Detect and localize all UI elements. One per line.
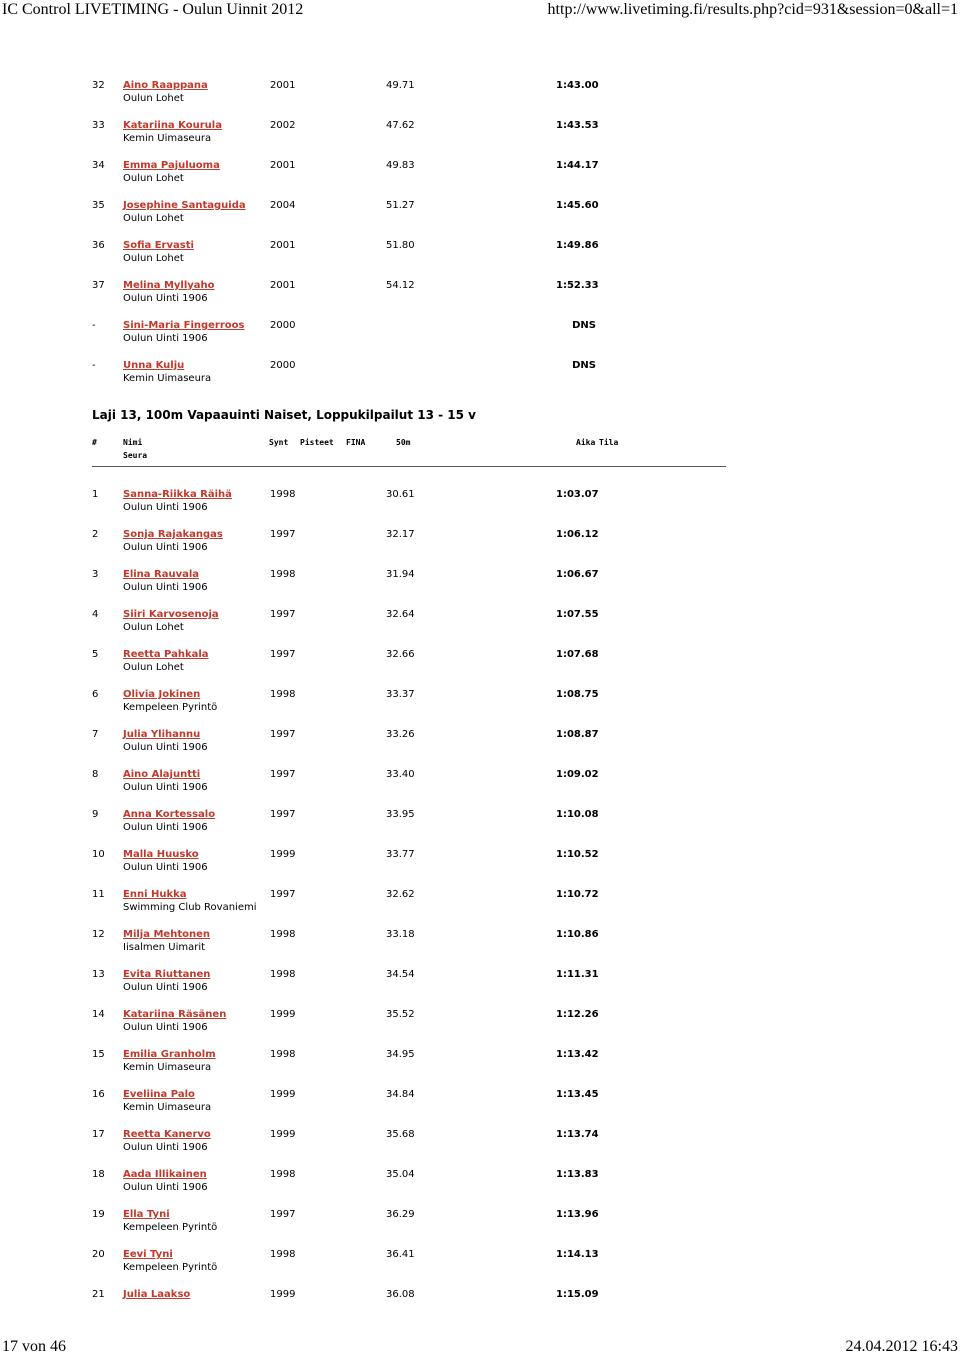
result-row xyxy=(0,768,960,798)
result-rank: 7 xyxy=(92,729,99,740)
col-split: 50m xyxy=(396,438,411,447)
birth-year: 1998 xyxy=(270,929,296,940)
club-name: Kempeleen Pyrintö xyxy=(123,1222,218,1233)
club-name: Kemin Uimaseura xyxy=(123,373,212,384)
col-status: Tila xyxy=(599,438,619,447)
result-row xyxy=(0,1248,960,1278)
result-rank: 18 xyxy=(92,1169,105,1180)
final-time: 1:15.09 xyxy=(556,1289,599,1300)
result-row xyxy=(0,1088,960,1118)
split-50m: 36.41 xyxy=(386,1249,415,1260)
col-name: Nimi xyxy=(123,438,143,447)
birth-year: 1998 xyxy=(270,689,296,700)
result-rank: 8 xyxy=(92,769,99,780)
result-row xyxy=(0,608,960,638)
swimmer-name-link[interactable]: Reetta Pahkala xyxy=(123,649,209,660)
result-row xyxy=(0,928,960,958)
result-rank: 35 xyxy=(92,200,105,211)
final-time: 1:06.67 xyxy=(556,569,599,580)
swimmer-name-link[interactable]: Katariina Kourula xyxy=(123,120,222,131)
split-50m: 51.27 xyxy=(386,200,415,211)
final-time: 1:45.60 xyxy=(556,200,599,211)
split-50m: 54.12 xyxy=(386,280,415,291)
result-row xyxy=(0,1288,960,1318)
result-rank: 10 xyxy=(92,849,105,860)
split-50m: 33.18 xyxy=(386,929,415,940)
result-row xyxy=(0,1008,960,1038)
swimmer-name-link[interactable]: Anna Kortessalo xyxy=(123,809,216,820)
birth-year: 2004 xyxy=(270,200,296,211)
birth-year: 1998 xyxy=(270,569,296,580)
result-row xyxy=(0,968,960,998)
swimmer-name-link[interactable]: Reetta Kanervo xyxy=(123,1129,211,1140)
swimmer-name-link[interactable]: Eevi Tyni xyxy=(123,1249,173,1260)
split-50m: 35.04 xyxy=(386,1169,415,1180)
split-50m: 33.77 xyxy=(386,849,415,860)
col-fina: FINA xyxy=(346,438,366,447)
club-name: Swimming Club Rovaniemi xyxy=(123,902,257,913)
club-name: Oulun Lohet xyxy=(123,662,184,673)
result-row xyxy=(0,808,960,838)
birth-year: 1997 xyxy=(270,609,296,620)
final-time: 1:10.08 xyxy=(556,809,599,820)
split-50m: 34.84 xyxy=(386,1089,415,1100)
birth-year: 2001 xyxy=(270,240,296,251)
birth-year: 1999 xyxy=(270,1009,296,1020)
club-name: Oulun Uinti 1906 xyxy=(123,293,208,304)
club-name: Oulun Lohet xyxy=(123,253,184,264)
result-rank: 17 xyxy=(92,1129,105,1140)
split-50m: 32.62 xyxy=(386,889,415,900)
print-footer xyxy=(0,1338,960,1357)
col-time: Aika xyxy=(576,438,596,447)
club-name: Oulun Uinti 1906 xyxy=(123,333,208,344)
club-name: Kempeleen Pyrintö xyxy=(123,702,218,713)
final-time: 1:13.83 xyxy=(556,1169,599,1180)
birth-year: 1998 xyxy=(270,489,296,500)
result-row xyxy=(0,359,960,389)
split-50m: 49.71 xyxy=(386,80,415,91)
birth-year: 1997 xyxy=(270,1209,296,1220)
club-name: Oulun Uinti 1906 xyxy=(123,742,208,753)
column-header xyxy=(92,438,732,468)
birth-year: 2001 xyxy=(270,280,296,291)
club-name: Oulun Uinti 1906 xyxy=(123,1022,208,1033)
result-rank: 14 xyxy=(92,1009,105,1020)
final-time: 1:09.02 xyxy=(556,769,599,780)
swimmer-name-link[interactable]: Emilia Granholm xyxy=(123,1049,216,1060)
result-row xyxy=(0,279,960,309)
club-name: Oulun Uinti 1906 xyxy=(123,582,208,593)
split-50m: 33.37 xyxy=(386,689,415,700)
result-rank: 21 xyxy=(92,1289,105,1300)
birth-year: 1998 xyxy=(270,1169,296,1180)
birth-year: 1997 xyxy=(270,729,296,740)
swimmer-name-link[interactable]: Malla Huusko xyxy=(123,849,199,860)
result-row xyxy=(0,688,960,718)
club-name: Oulun Uinti 1906 xyxy=(123,542,208,553)
club-name: Oulun Uinti 1906 xyxy=(123,822,208,833)
birth-year: 2001 xyxy=(270,160,296,171)
result-rank: 3 xyxy=(92,569,99,580)
swimmer-name-link[interactable]: Siiri Karvosenoja xyxy=(123,609,219,620)
swimmer-name-link[interactable]: Evita Riuttanen xyxy=(123,969,211,980)
birth-year: 1997 xyxy=(270,889,296,900)
club-name: Oulun Lohet xyxy=(123,213,184,224)
split-50m: 51.80 xyxy=(386,240,415,251)
club-name: Kempeleen Pyrintö xyxy=(123,1262,218,1273)
birth-year: 2002 xyxy=(270,120,296,131)
split-50m: 47.62 xyxy=(386,120,415,131)
swimmer-name-link[interactable]: Katariina Räsänen xyxy=(123,1009,227,1020)
result-rank: 9 xyxy=(92,809,99,820)
swimmer-name-link[interactable]: Olivia Jokinen xyxy=(123,689,201,700)
final-time: 1:07.68 xyxy=(556,649,599,660)
split-50m: 32.17 xyxy=(386,529,415,540)
print-datetime: 24.04.2012 16:43 xyxy=(845,1338,958,1355)
final-time: 1:14.13 xyxy=(556,1249,599,1260)
birth-year: 1997 xyxy=(270,649,296,660)
page-url[interactable]: http://www.livetiming.fi/results.php?cid=931&session=0&all=1 xyxy=(547,1,958,18)
split-50m: 32.64 xyxy=(386,609,415,620)
final-time: 1:43.00 xyxy=(556,80,599,91)
col-points: Pisteet xyxy=(300,438,334,447)
result-rank: 20 xyxy=(92,1249,105,1260)
result-rank: 1 xyxy=(92,489,99,500)
swimmer-name-link[interactable]: Sini-Maria Fingerroos xyxy=(123,320,245,331)
split-50m: 32.66 xyxy=(386,649,415,660)
swimmer-name-link[interactable]: Milja Mehtonen xyxy=(123,929,210,940)
swimmer-name-link[interactable]: Unna Kulju xyxy=(123,360,185,371)
final-time: 1:08.87 xyxy=(556,729,599,740)
result-row xyxy=(0,319,960,349)
swimmer-name-link[interactable]: Aino Alajuntti xyxy=(123,769,201,780)
result-row xyxy=(0,648,960,678)
result-rank: 16 xyxy=(92,1089,105,1100)
birth-year: 1999 xyxy=(270,1129,296,1140)
final-time: 1:11.31 xyxy=(556,969,599,980)
print-header xyxy=(0,0,960,22)
result-rank: 4 xyxy=(92,609,99,620)
swimmer-name-link[interactable]: Julia Ylihannu xyxy=(123,729,201,740)
swimmer-name-link[interactable]: Melina Myllyaho xyxy=(123,280,215,291)
result-rank: 32 xyxy=(92,80,105,91)
swimmer-name-link[interactable]: Julia Laakso xyxy=(123,1289,191,1300)
result-rank: 37 xyxy=(92,280,105,291)
club-name: Oulun Uinti 1906 xyxy=(123,782,208,793)
swimmer-name-link[interactable]: Sanna-Riikka Räihä xyxy=(123,489,232,500)
result-row xyxy=(0,1128,960,1158)
final-time: 1:07.55 xyxy=(556,609,599,620)
club-name: Oulun Lohet xyxy=(123,622,184,633)
swimmer-name-link[interactable]: Sonja Rajakangas xyxy=(123,529,223,540)
result-row xyxy=(0,1048,960,1078)
result-rank: 13 xyxy=(92,969,105,980)
result-row xyxy=(0,528,960,558)
result-rank: 19 xyxy=(92,1209,105,1220)
swimmer-name-link[interactable]: Sofia Ervasti xyxy=(123,240,194,251)
club-name: Kemin Uimaseura xyxy=(123,1102,212,1113)
result-rank: 5 xyxy=(92,649,99,660)
birth-year: 2000 xyxy=(270,360,296,371)
club-name: Iisalmen Uimarit xyxy=(123,942,206,953)
split-50m: 35.52 xyxy=(386,1009,415,1020)
split-50m: 36.08 xyxy=(386,1289,415,1300)
split-50m: 34.95 xyxy=(386,1049,415,1060)
result-row xyxy=(0,888,960,918)
result-rank: 15 xyxy=(92,1049,105,1060)
split-50m: 49.83 xyxy=(386,160,415,171)
final-time: 1:03.07 xyxy=(556,489,599,500)
swimmer-name-link[interactable]: Elina Rauvala xyxy=(123,569,200,580)
club-name: Oulun Uinti 1906 xyxy=(123,982,208,993)
result-rank: 6 xyxy=(92,689,99,700)
birth-year: 1997 xyxy=(270,809,296,820)
result-row xyxy=(0,568,960,598)
birth-year: 1998 xyxy=(270,969,296,980)
result-row xyxy=(0,1168,960,1198)
club-name: Oulun Lohet xyxy=(123,93,184,104)
final-time: 1:49.86 xyxy=(556,240,599,251)
result-rank: - xyxy=(92,320,96,331)
final-time: 1:52.33 xyxy=(556,280,599,291)
birth-year: 1997 xyxy=(270,529,296,540)
birth-year: 2001 xyxy=(270,80,296,91)
result-row xyxy=(0,199,960,229)
result-row xyxy=(0,79,960,109)
final-time: 1:13.96 xyxy=(556,1209,599,1220)
swimmer-name-link[interactable]: Emma Pajuluoma xyxy=(123,160,220,171)
result-row xyxy=(0,119,960,149)
club-name: Kemin Uimaseura xyxy=(123,133,212,144)
birth-year: 1998 xyxy=(270,1249,296,1260)
club-name: Oulun Uinti 1906 xyxy=(123,862,208,873)
birth-year: 1999 xyxy=(270,1289,296,1300)
club-name: Kemin Uimaseura xyxy=(123,1062,212,1073)
result-row xyxy=(0,848,960,878)
result-row xyxy=(0,239,960,269)
swimmer-name-link[interactable]: Eveliina Palo xyxy=(123,1089,195,1100)
final-time: 1:06.12 xyxy=(556,529,599,540)
col-rank: # xyxy=(92,438,97,447)
birth-year: 1999 xyxy=(270,1089,296,1100)
result-row xyxy=(0,488,960,518)
swimmer-name-link[interactable]: Enni Hukka xyxy=(123,889,187,900)
swimmer-name-link[interactable]: Ella Tyni xyxy=(123,1209,170,1220)
birth-year: 1997 xyxy=(270,769,296,780)
split-50m: 33.95 xyxy=(386,809,415,820)
club-name: Oulun Uinti 1906 xyxy=(123,502,208,513)
result-rank: - xyxy=(92,360,96,371)
split-50m: 36.29 xyxy=(386,1209,415,1220)
split-50m: 34.54 xyxy=(386,969,415,980)
final-time: 1:13.45 xyxy=(556,1089,599,1100)
final-time: DNS xyxy=(572,360,596,371)
result-rank: 11 xyxy=(92,889,105,900)
birth-year: 2000 xyxy=(270,320,296,331)
final-time: 1:10.52 xyxy=(556,849,599,860)
final-time: 1:44.17 xyxy=(556,160,599,171)
event-title: Laji 13, 100m Vapaauinti Naiset, Loppukilpailut 13 - 15 v xyxy=(92,408,476,422)
final-time: 1:13.74 xyxy=(556,1129,599,1140)
swimmer-name-link[interactable]: Aada Illikainen xyxy=(123,1169,207,1180)
final-time: 1:08.75 xyxy=(556,689,599,700)
split-50m: 31.94 xyxy=(386,569,415,580)
split-50m: 35.68 xyxy=(386,1129,415,1140)
split-50m: 33.26 xyxy=(386,729,415,740)
final-time: 1:10.72 xyxy=(556,889,599,900)
final-time: 1:12.26 xyxy=(556,1009,599,1020)
page-title: IC Control LIVETIMING - Oulun Uinnit 2012 xyxy=(2,1,304,18)
final-time: 1:10.86 xyxy=(556,929,599,940)
result-row xyxy=(0,159,960,189)
final-time: 1:13.42 xyxy=(556,1049,599,1060)
split-50m: 30.61 xyxy=(386,489,415,500)
result-rank: 2 xyxy=(92,529,99,540)
col-year: Synt xyxy=(269,438,289,447)
club-name: Oulun Uinti 1906 xyxy=(123,1182,208,1193)
swimmer-name-link[interactable]: Josephine Santaguida xyxy=(123,200,246,211)
final-time: 1:43.53 xyxy=(556,120,599,131)
swimmer-name-link[interactable]: Aino Raappana xyxy=(123,80,208,91)
split-50m: 33.40 xyxy=(386,769,415,780)
final-time: DNS xyxy=(572,320,596,331)
result-rank: 36 xyxy=(92,240,105,251)
result-rank: 33 xyxy=(92,120,105,131)
club-name: Oulun Uinti 1906 xyxy=(123,1142,208,1153)
result-row xyxy=(0,728,960,758)
birth-year: 1998 xyxy=(270,1049,296,1060)
result-row xyxy=(0,1208,960,1238)
col-club: Seura xyxy=(123,451,148,460)
result-rank: 12 xyxy=(92,929,105,940)
club-name: Oulun Lohet xyxy=(123,173,184,184)
page-counter: 17 von 46 xyxy=(2,1338,66,1355)
birth-year: 1999 xyxy=(270,849,296,860)
header-divider xyxy=(92,466,726,467)
result-rank: 34 xyxy=(92,160,105,171)
